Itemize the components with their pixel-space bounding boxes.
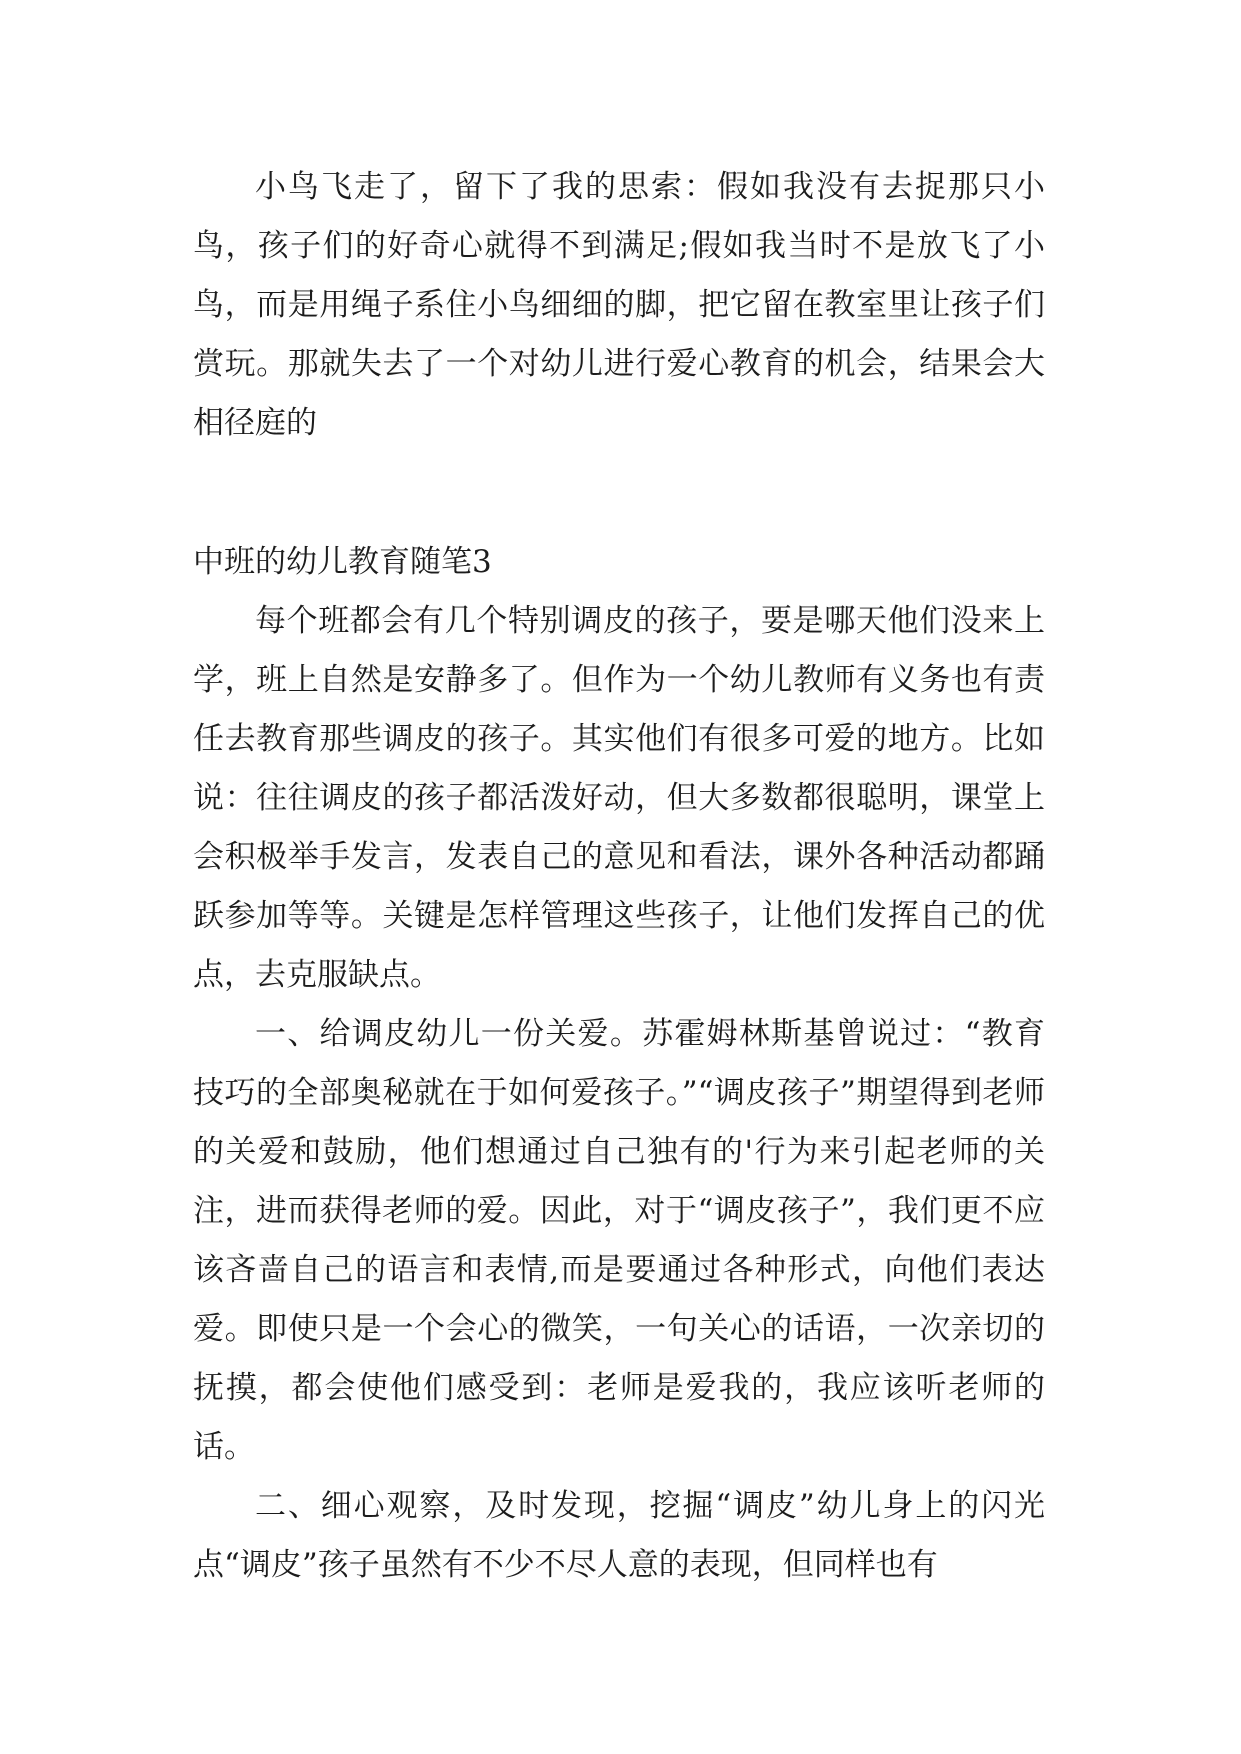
document-body [193,158,1045,1595]
paragraph-point-two-observe: 二、细心观察，及时发现，挖掘“调皮”幼儿身上的闪光点“调皮”孩子虽然有不少不尽人意的表现，但同样也有 [193,1488,1045,1583]
paragraph-point-one-care: 一、给调皮幼儿一份关爱。苏霍姆林斯基曾说过：“教育技巧的全部奥秘就在于如何爱孩子。”“调皮孩子”期望得到老师的关爱和鼓励，他们想通过自己独有的'行为来引起老师的关注，进而获得老师的爱。因此，对于“调皮孩子”，我们更不应该吝啬自己的语言和表情,而是要通过各种形式，向他们表达爱。即使只是一个会心的微笑，一句关心的话语，一次亲切的抚摸，都会使他们感受到：老师是爱我的，我应该听老师的话。 [193,1016,1045,1465]
paragraph-bird-reflection: 小鸟飞走了，留下了我的思索：假如我没有去捉那只小鸟，孩子们的好奇心就得不到满足;假如我当时不是放飞了小鸟，而是用绳子系住小鸟细细的脚，把它留在教室里让孩子们赏玩。那就失去了一个对幼儿进行爱心教育的机会，结果会大相径庭的 [193,169,1045,441]
paragraph-naughty-children-intro: 每个班都会有几个特别调皮的孩子，要是哪天他们没来上学，班上自然是安静多了。但作为一个幼儿教师有义务也有责任去教育那些调皮的孩子。其实他们有很多可爱的地方。比如说：往往调皮的孩子都活泼好动，但大多数都很聪明，课堂上会积极举手发言，发表自己的意见和看法，课外各种活动都踊跃参加等等。关键是怎样管理这些孩子，让他们发挥自己的优点，去克服缺点。 [193,603,1045,993]
section-title: 中班的幼儿教育随笔3 [193,544,492,580]
